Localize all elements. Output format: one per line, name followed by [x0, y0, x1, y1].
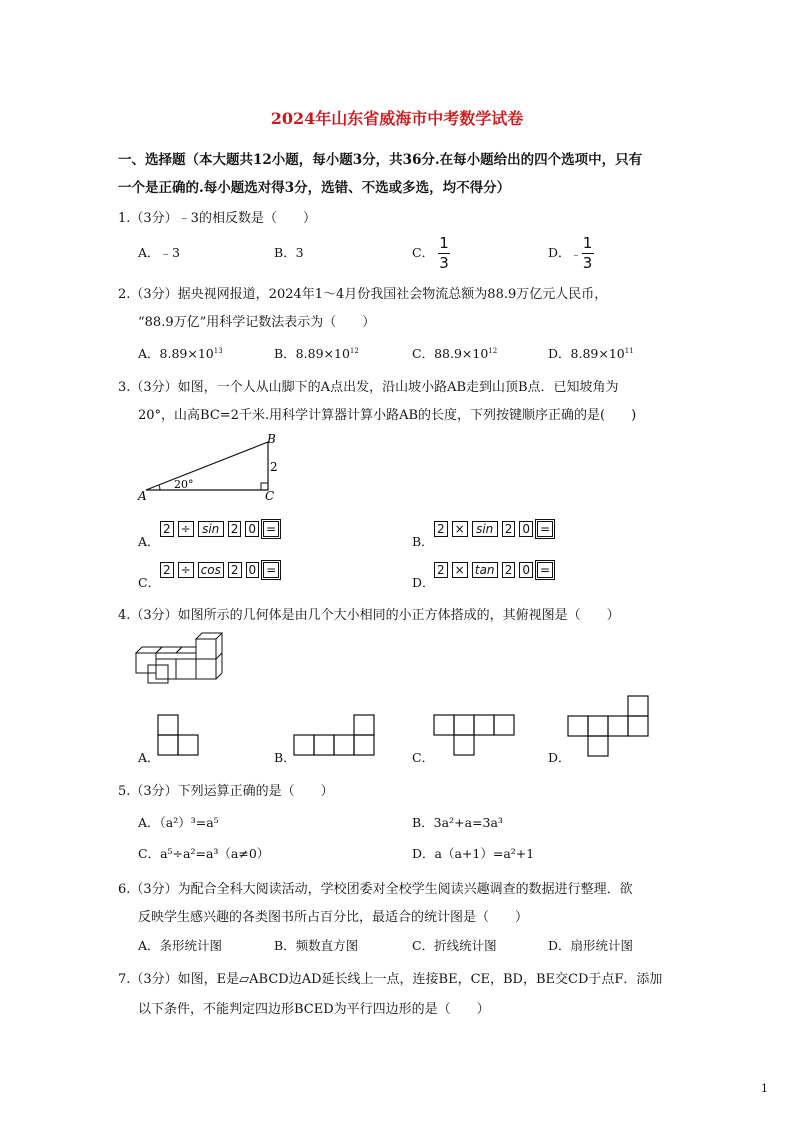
question-3-option-b-label: B． — [412, 534, 434, 549]
question-7-line-1: 7.（3分）如图，E是▱ABCD边AD延长线上一点，连接BE，CE，BD，BE交CD于点F．添加 — [118, 972, 663, 987]
question-3-line-1: 3.（3分）如图，一个人从山脚下的A点出发，沿山坡小路AB走到山顶B点．已知坡角为 — [118, 380, 619, 395]
question-6-line-2: 反映学生感兴趣的各类图书所占百分比，最适合的统计图是（ ） — [138, 910, 529, 925]
question-6-option-c: C．折线统计图 — [412, 938, 497, 953]
question-2-line-2: “88.9万亿”用科学记数法表示为（ ） — [138, 315, 376, 330]
question-4-option-b: B． — [274, 750, 296, 765]
section-heading-line-1: 一、选择题（本大题共12小题，每小题3分，共36分.在每小题给出的四个选项中，只有 — [118, 152, 643, 168]
question-1-option-c: C． $\frac{1}{3}$ — [412, 234, 449, 272]
key: 2 — [434, 521, 448, 537]
question-2-line-1: 2.（3分）据央视网报道，2024年1～4月份我国社会物流总额为88.9万亿元人民币， — [118, 287, 608, 302]
question-6-option-a: A．条形统计图 — [138, 938, 223, 953]
key: 2 — [228, 521, 242, 537]
question-5-option-b: B．3a²+a=3a³ — [412, 815, 503, 830]
question-3-option-d-label: D． — [412, 575, 435, 590]
question-3-option-c-label: C． — [138, 575, 161, 590]
height-label: 2 — [270, 460, 278, 474]
key: cos — [198, 562, 224, 578]
key: = — [537, 562, 553, 578]
question-5-option-a: A．（a²）³=a⁵ — [138, 815, 219, 830]
point-b-label: B — [267, 432, 276, 446]
question-5-option-d: D．a（a+1）=a²+1 — [412, 846, 535, 861]
question-2-option-a: A．$8.89\times 10^{13}$ — [138, 346, 223, 361]
key: ÷ — [178, 562, 194, 578]
key: × — [452, 521, 468, 537]
key: 2 — [228, 562, 242, 578]
question-7-line-2: 以下条件，不能判定四边形BCED为平行四边形的是（ ） — [138, 1002, 490, 1017]
key: 0 — [519, 562, 533, 578]
question-4-option-c-grid — [432, 713, 518, 757]
cube-stack-figure — [134, 625, 226, 685]
fraction: $\frac{1}{3}$ — [439, 234, 449, 272]
question-5-option-c: C．a⁵÷a²=a³（a≠0） — [138, 846, 270, 861]
key: ÷ — [178, 521, 194, 537]
question-3-option-a-keys — [160, 521, 279, 537]
question-2-option-b: B．$8.89\times 10^{12}$ — [274, 346, 359, 361]
point-c-label: C — [265, 489, 275, 502]
key: 0 — [519, 521, 533, 537]
question-3-option-d-keys — [434, 562, 553, 578]
key: 2 — [160, 562, 174, 578]
key: = — [263, 562, 279, 578]
section-heading-line-2: 一个是正确的.每小题选对得3分，选错、不选或多选，均不得分） — [118, 180, 511, 196]
question-6-option-b: B．频数直方图 — [274, 938, 359, 953]
key: 0 — [246, 562, 260, 578]
side-ab — [146, 442, 268, 490]
question-4-option-a-grid — [156, 713, 202, 757]
question-4-option-b-grid — [292, 713, 378, 757]
key: 2 — [502, 521, 516, 537]
key: 2 — [434, 562, 448, 578]
question-4-option-d-grid — [566, 694, 652, 758]
key: tan — [472, 562, 498, 578]
question-6-option-d: D．扇形统计图 — [548, 938, 634, 953]
question-4-option-d: D． — [548, 750, 571, 765]
key: 2 — [502, 562, 516, 578]
question-3-option-a-label: A． — [138, 534, 160, 549]
slope-triangle-figure — [136, 430, 286, 502]
key: = — [537, 521, 553, 537]
point-a-label: A — [138, 489, 147, 502]
question-2-option-c: C．$88.9\times 10^{12}$ — [412, 346, 498, 361]
page-number: 1 — [761, 1082, 768, 1095]
question-1-option-d: D．﹣ $\frac{1}{3}$ — [548, 234, 593, 272]
question-4-option-a: A． — [138, 750, 160, 765]
exam-title: 2024年山东省威海市中考数学试卷 — [270, 109, 524, 128]
fraction: $\frac{1}{3}$ — [582, 234, 593, 272]
question-1-option-b: B．3 — [274, 245, 304, 260]
angle-label: 20° — [174, 478, 194, 491]
question-2-option-d: D．$8.89\times 10^{11}$ — [548, 346, 634, 361]
key: 2 — [160, 521, 174, 537]
question-5-stem: 5.（3分）下列运算正确的是（ ） — [118, 784, 334, 799]
question-4-stem: 4.（3分）如图所示的几何体是由几个大小相同的小正方体搭成的，其俯视图是（ ） — [118, 608, 620, 623]
key: sin — [198, 521, 224, 537]
question-6-line-1: 6.（3分）为配合全科大阅读活动，学校团委对全校学生阅读兴趣调查的数据进行整理．欲 — [118, 882, 633, 897]
question-1-option-a: A．﹣3 — [138, 245, 180, 260]
key: sin — [472, 521, 498, 537]
question-3-option-c-keys — [160, 562, 279, 578]
angle-arc — [159, 485, 160, 490]
question-3-line-2: 20°，山高BC=2千米.用科学计算器计算小路AB的长度，下列按键顺序正确的是( ) — [138, 408, 637, 423]
question-4-option-c: C． — [412, 750, 435, 765]
question-3-option-b-keys — [434, 521, 553, 537]
key: × — [452, 562, 468, 578]
key: 0 — [245, 521, 259, 537]
question-1-stem: 1.（3分）﹣3的相反数是（ ） — [118, 211, 316, 226]
key: = — [263, 521, 279, 537]
